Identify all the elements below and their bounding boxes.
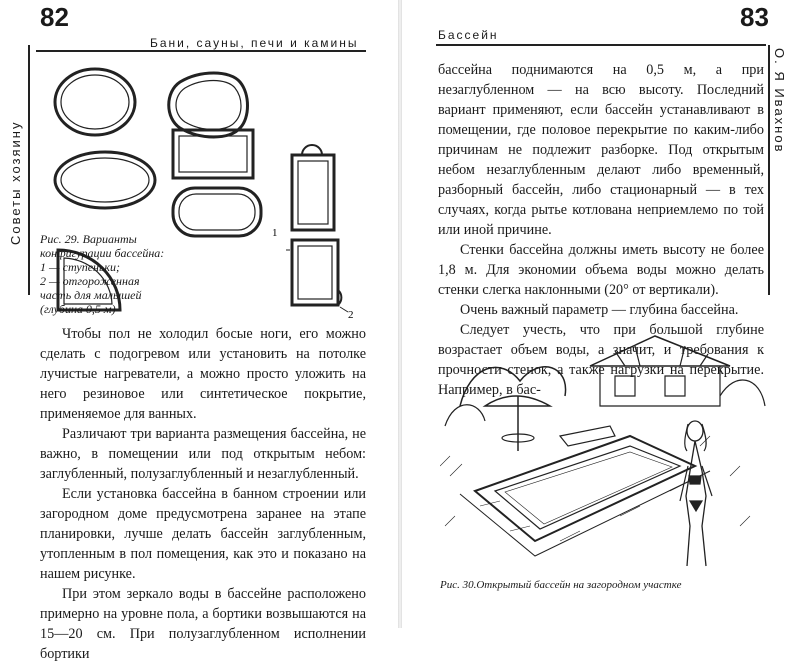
- caption-line: часть для малышей: [40, 288, 142, 302]
- header-rule-right: [436, 44, 766, 46]
- paragraph: Очень важный параметр — глубина бассейна.: [460, 302, 739, 318]
- side-title-right: О. Я Ивахнов: [772, 48, 787, 154]
- right-page: [400, 0, 800, 628]
- side-rule-left: [28, 45, 30, 295]
- paragraph: При этом зеркало воды в бассейне расположено примерно на уровне пола, а бортики возвышаются на 15—20 см. При полузаглубленном исполнении бортики: [40, 586, 366, 662]
- side-rule-right: [768, 45, 770, 295]
- page-number-right: 83: [740, 2, 769, 32]
- page-number-left: 82: [40, 2, 69, 32]
- paragraph: бассейна поднимаются на 0,5 м, а при незаглубленном — на всю высоту. Последний вариант применяют, если бассейн устанавливают в помещении, где половое перекрытие по каким-либо причинам не подлежит разборке. Под открытым небом незаглубленным делают либо временный, разборный бассейн, либо стационарный — в тех случаях, когда рытье котлована неприемлемо по той или иной причине.: [438, 62, 764, 238]
- caption-line: 2 — отгороженная: [40, 274, 140, 288]
- caption-line: (глубина 0,5 м): [40, 302, 116, 316]
- caption-line: конфигурации бассейна:: [40, 246, 165, 260]
- paragraph: Чтобы пол не холодил босые ноги, его можно сделать с подогревом или установить на потолке лучистые нагреватели, а можно просто уложить на него резиновое или синтетическое покрытие, применяемое для ванных.: [40, 326, 366, 422]
- figure-29-caption: [40, 232, 180, 316]
- header-rule-left: [36, 50, 366, 52]
- caption-line: Рис. 29. Варианты: [40, 232, 137, 246]
- paragraph: Стенки бассейна должны иметь высоту не более 1,8 м. Для экономии объема воды можно делать стенки слегка наклонными (20° от вертикали).: [438, 242, 764, 298]
- caption-line: 1 — ступеньки;: [40, 260, 121, 274]
- outdoor-pool-sketch: [440, 326, 770, 576]
- paragraph: Следует учесть, что при большой глубине возрастает объем воды, а значит, и требования к прочности стенок, а также нагрузки на перекрытие. Например, в бас-: [438, 322, 764, 398]
- figure-30-caption: Рис. 30.Открытый бассейн на загородном участке: [440, 579, 682, 591]
- left-page: [0, 0, 400, 662]
- marker-two: 2: [348, 309, 354, 320]
- left-body-text: [40, 324, 366, 664]
- running-head-right: Бассейн: [438, 28, 499, 42]
- side-title-left: Советы хозяину: [8, 120, 23, 245]
- marker-one: 1: [272, 227, 278, 239]
- running-head-left: Бани, сауны, печи и камины: [150, 36, 359, 50]
- paragraph: Различают три варианта размещения бассейна, не важно, в помещении или под открытым небом: заглубленный, полузаглубленный и незаглубленный.: [40, 426, 366, 482]
- paragraph: Если установка бассейна в банном строении или загородном доме предусмотрена заранее на этапе планировки, лучше делать бассейн заглубленным, утопленным в пол помещения, как это и показано на нашем рисунке.: [40, 486, 366, 582]
